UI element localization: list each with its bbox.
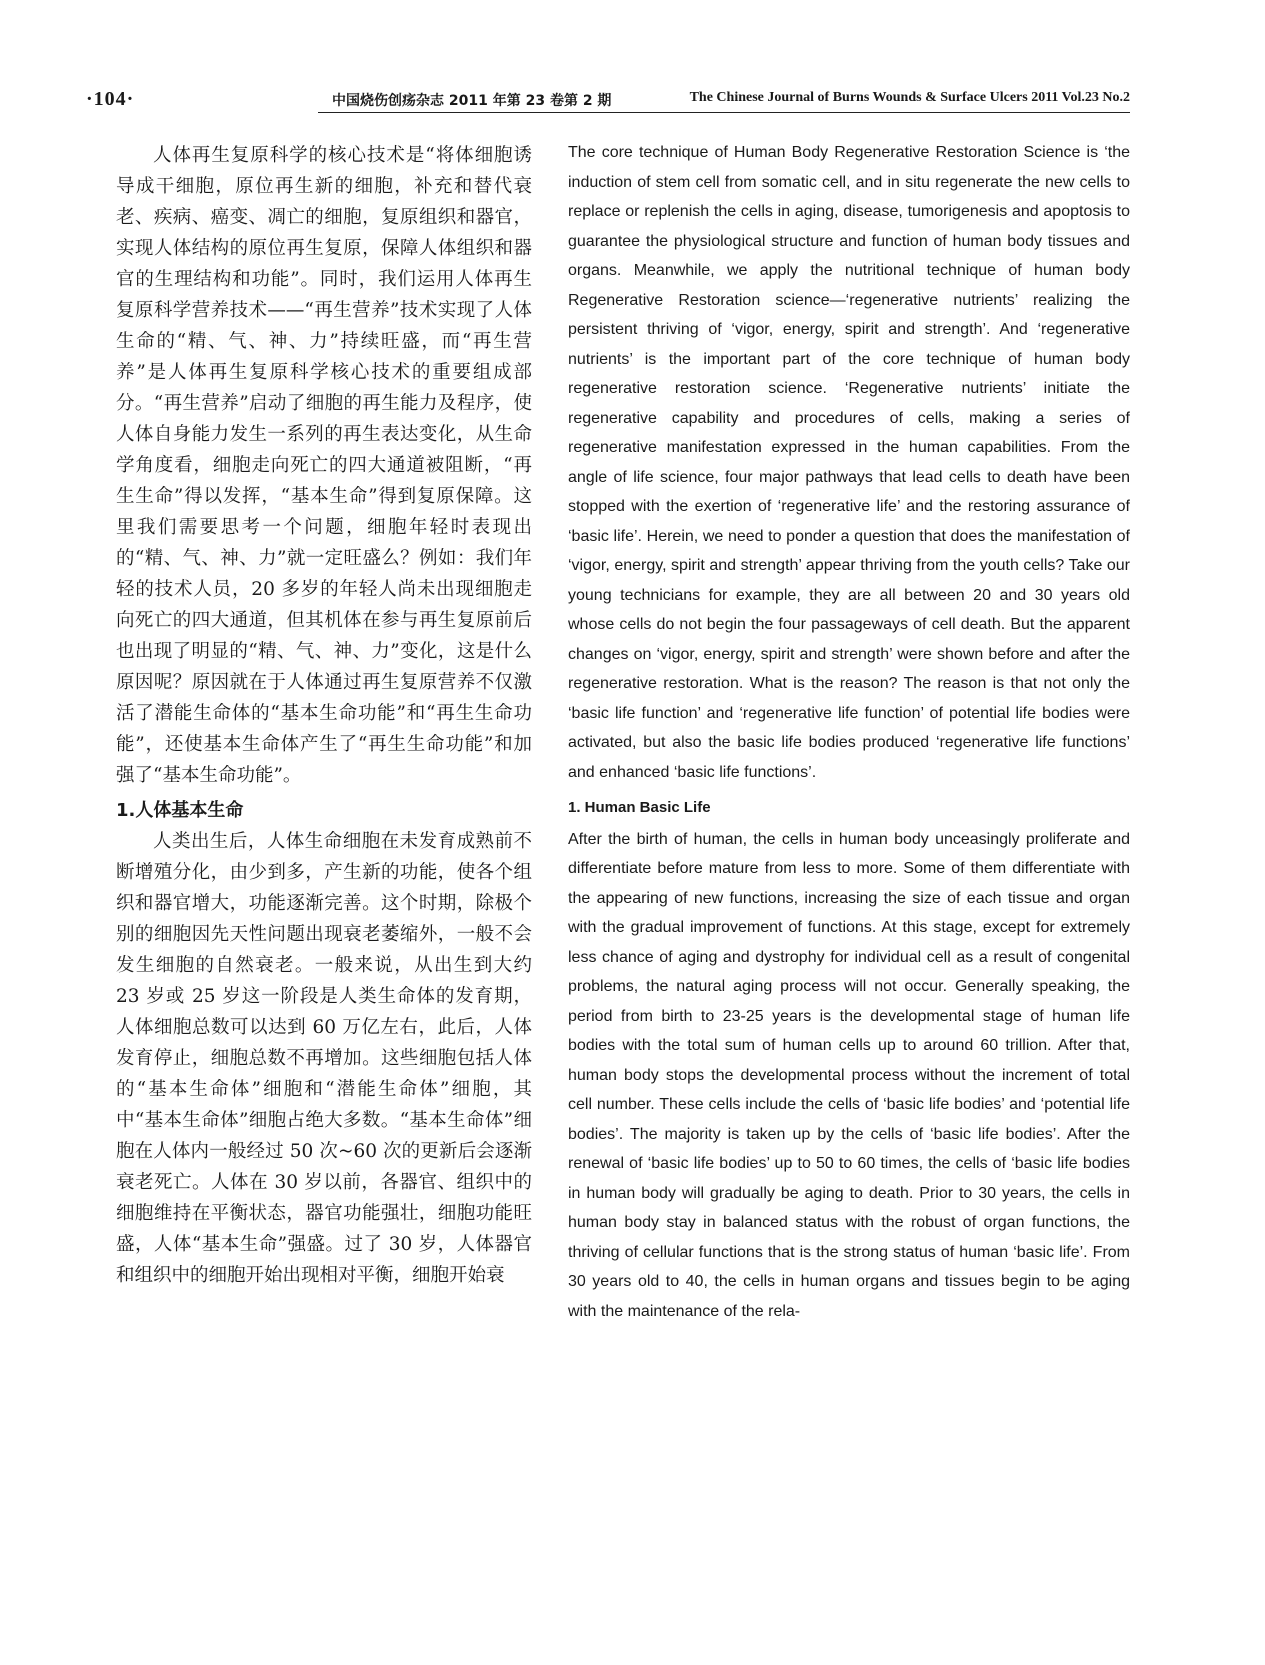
running-header — [86, 86, 1130, 112]
english-column — [568, 138, 1130, 1326]
chinese-paragraph-1: 人体再生复原科学的核心技术是“将体细胞诱导成干细胞，原位再生新的细胞，补充和替代衰老、疾病、癌变、凋亡的细胞，复原组织和器官，实现人体结构的原位再生复原，保障人体组织和器官的生理结构和功能”。同时，我们运用人体再生复原科学营养技术——“再生营养”技术实现了人体生命的“精、气、神、力”持续旺盛，而“再生营养”是人体再生复原科学核心技术的重要组成部分。“再生营养”启动了细胞的再生能力及程序，使人体自身能力发生一系列的再生表达变化，从生命学角度看，细胞走向死亡的四大通道被阻断，“再生生命”得以发挥，“基本生命”得到复原保障。这里我们需要思考一个问题，细胞年轻时表现出的“精、气、神、力”就一定旺盛么？例如：我们年轻的技术人员，20 多岁的年轻人尚未出现细胞走向死亡的四大通道，但其机体在参与再生复原前后也出现了明显的“精、气、神、力”变化，这是什么原因呢？原因就在于人体通过再生复原营养不仅激活了潜能生命体的“基本生命功能”和“再生生命功能”，还使基本生命体产生了“再生生命功能”和加强了“基本生命功能”。 — [116, 145, 532, 786]
chinese-section-heading: 1.人体基本生命 — [116, 800, 244, 821]
chinese-paragraph-2: 人类出生后，人体生命细胞在未发育成熟前不断增殖分化，由少到多，产生新的功能，使各个组织和器官增大，功能逐渐完善。这个时期，除极个别的细胞因先天性问题出现衰老萎缩外，一般不会发生细胞的自然衰老。一般来说，从出生到大约 23 岁或 25 岁这一阶段是人类生命体的发育期，人体细胞总数可以达到 60 万亿左右，此后，人体发育停止，细胞总数不再增加。这些细胞包括人体的“基本生命体”细胞和“潜能生命体”细胞，其中“基本生命体”细胞占绝大多数。“基本生命体”细胞在人体内一般经过 50 次~60 次的更新后会逐渐衰老死亡。人体在 30 岁以前，各器官、组织中的细胞维持在平衡状态，器官功能强壮，细胞功能旺盛，人体“基本生命”强盛。过了 30 岁，人体器官和组织中的细胞开始出现相对平衡，细胞开始衰 — [116, 831, 532, 1286]
journal-title-english: The Chinese Journal of Burns Wounds & Surface Ulcers 2011 Vol.23 No.2 — [689, 90, 1130, 105]
journal-title-chinese: 中国烧伤创疡杂志 2011 年第 23 卷第 2 期 — [332, 93, 612, 109]
header-rule — [318, 112, 1130, 113]
page-number: ·104· — [86, 88, 135, 110]
english-section-heading: 1. Human Basic Life — [568, 799, 711, 816]
chinese-column — [116, 140, 532, 1291]
english-paragraph-1: The core technique of Human Body Regenerative Restoration Science is ‘the induction of stem cell from somatic cell, and in situ regenerate the new cells to replace or replenish the cells in aging, disease, tumorigenesis and apoptosis to guarantee the physiological structure and function of human body tissues and organs. Meanwhile, we apply the nutritional technique of human body Regenerative Restoration science—‘regenerative nutrients’ realizing the persistent thriving of ‘vigor, energy, spirit and strength’. And ‘regenerative nutrients’ is the important part of the core technique of human body regenerative restoration science. ‘Regenerative nutrients’ initiate the regenerative capability and procedures of cells, making a series of regenerative manifestation expressed in the human capabilities. From the angle of life science, four major pathways that lead cells to death have been stopped with the exertion of ‘regenerative life’ and the restoring assurance of ‘basic life’. Herein, we need to ponder a question that does the manifestation of ‘vigor, energy, spirit and strength’ appear thriving from the youth cells? Take our young technicians for example, they are all between 20 and 30 years old whose cells do not begin the four passageways of cell death. But the apparent changes on ‘vigor, energy, spirit and strength’ were shown before and after the regenerative restoration. What is the reason? The reason is that not only the ‘basic life function’ and ‘regenerative life function’ of potential life bodies were activated, but also the basic life bodies produced ‘regenerative life functions’ and enhanced ‘basic life functions’. — [568, 144, 1130, 781]
english-paragraph-2: After the birth of human, the cells in human body unceasingly proliferate and differentiate before mature from less to more. Some of them differentiate with the appearing of new functions, increasing the size of each tissue and organ with the gradual improvement of functions. At this stage, except for extremely less chance of aging and dystrophy for individual cell as a result of congenital problems, the natural aging process will not occur. Generally speaking, the period from birth to 23-25 years is the developmental stage of human life bodies with the total sum of human cells up to around 60 trillion. After that, human body stops the developmental process without the increment of total cell number. These cells include the cells of ‘basic life bodies’ and ‘potential life bodies’. The majority is taken up by the cells of ‘basic life bodies’. After the renewal of ‘basic life bodies’ up to 50 to 60 times, the cells of ‘basic life bodies in human body will gradually be aging to death. Prior to 30 years, the cells in human body stay in balanced status with the robust of organ functions, the thriving of cellular functions that is the strong status of human ‘basic life’. From 30 years old to 40, the cells in human organs and tissues begin to be aging with the maintenance of the rela- — [568, 830, 1130, 1320]
